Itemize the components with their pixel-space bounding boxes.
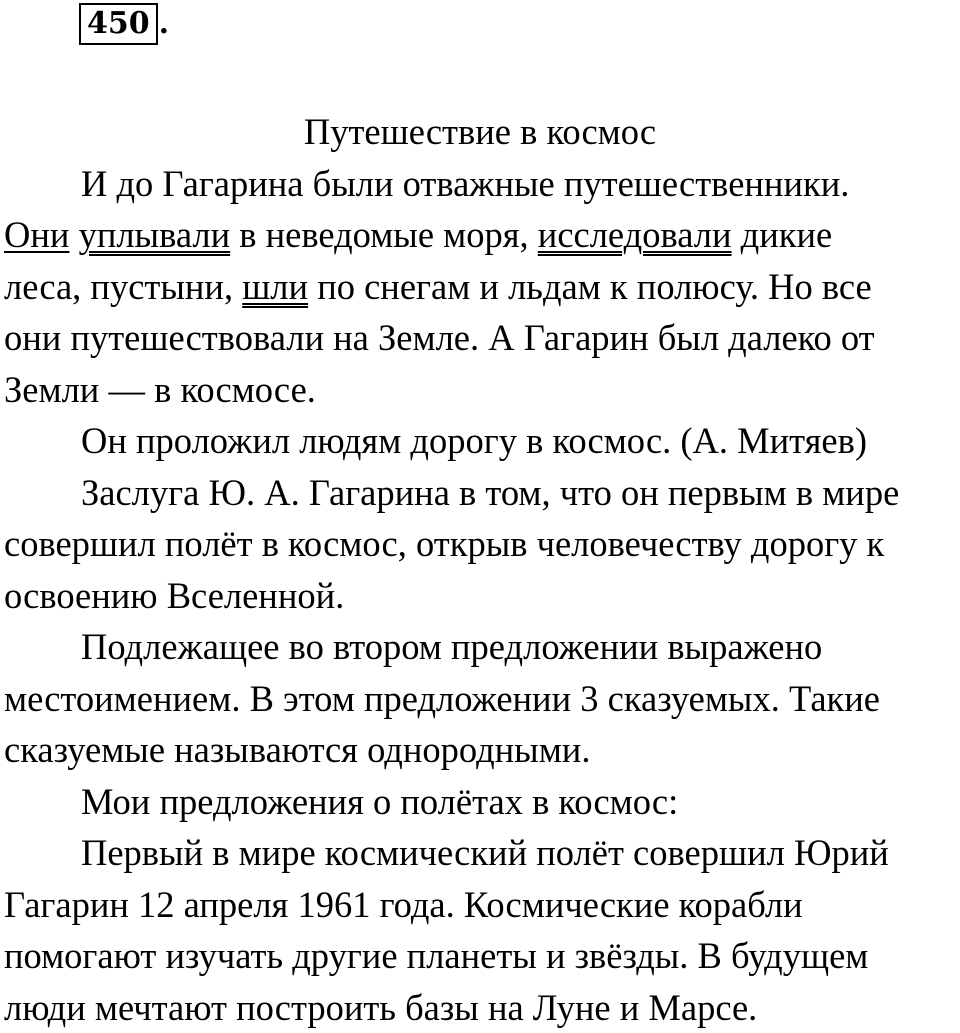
predicate-underlined-1: уплывали xyxy=(79,214,231,255)
text-line-5: Земли — в космосе. xyxy=(4,364,960,416)
exercise-number-value: 450 xyxy=(87,9,150,39)
exercise-number-dot: . xyxy=(159,9,169,39)
text-line-4: они путешествовали на Земле. А Гагарин был далеко от xyxy=(4,312,960,364)
text-line-13: Мои предложения о полётах в космос: xyxy=(4,776,960,828)
text-line-16: помогают изучать другие планеты и звёзды. В будущем xyxy=(4,930,960,982)
text-title: Путешествие в космос xyxy=(4,106,956,158)
text-line-6: Он проложил людям дорогу в космос. (А. Митяев) xyxy=(4,415,960,467)
text-line-10: Подлежащее во втором предложении выражено xyxy=(4,621,960,673)
predicate-underlined-3: шли xyxy=(242,266,308,307)
text-line-11: местоимением. В этом предложении 3 сказуемых. Такие xyxy=(4,673,960,725)
exercise-number-box xyxy=(79,3,158,45)
text-line-8: совершил полёт в космос, открыв человечеству дорогу к xyxy=(4,518,960,570)
exercise-text xyxy=(4,106,960,1033)
text-line-12: сказуемые называются однородными. xyxy=(4,724,960,776)
text-fragment: в неведомые моря, xyxy=(230,214,538,255)
subject-underlined: Они xyxy=(4,214,69,255)
exercise-number xyxy=(79,3,169,45)
text-line-1: И до Гагарина были отважные путешественники. xyxy=(4,158,960,210)
text-fragment: по снегам и льдам к полюсу. Но все xyxy=(308,266,872,307)
text-space xyxy=(69,214,78,255)
text-line-7: Заслуга Ю. А. Гагарина в том, что он первым в мире xyxy=(4,467,960,519)
text-line-2 xyxy=(4,209,960,261)
predicate-underlined-2: исследовали xyxy=(538,214,732,255)
text-line-15: Гагарин 12 апреля 1961 года. Космические корабли xyxy=(4,879,960,931)
text-line-3 xyxy=(4,261,960,313)
text-fragment: леса, пустыни, xyxy=(4,266,242,307)
text-line-17: люди мечтают построить базы на Луне и Марсе. xyxy=(4,982,960,1033)
text-line-9: освоению Вселенной. xyxy=(4,570,960,622)
text-line-14: Первый в мире космический полёт совершил Юрий xyxy=(4,827,960,879)
text-fragment: дикие xyxy=(732,214,833,255)
